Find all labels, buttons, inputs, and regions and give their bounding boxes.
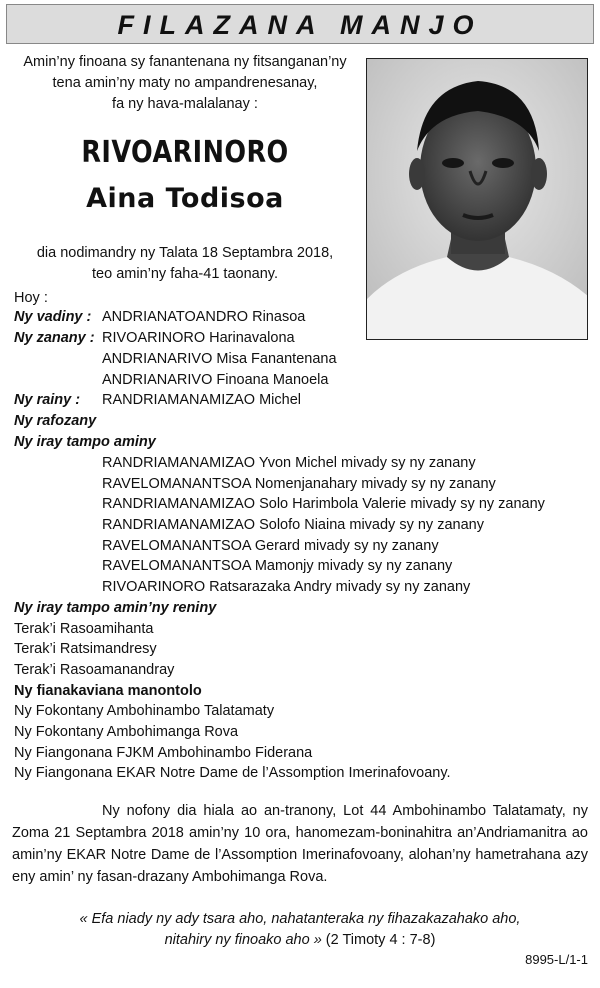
intro-line: fa ny hava-malalanay : — [112, 96, 258, 112]
reniny-item: Terak’i Rasoamihanta — [14, 621, 154, 637]
funeral-text: Ny nofony dia hiala ao an-tranony, Lot 44 Ambohinambo Talatamaty, ny Zoma 21 Septambra 2018 amin’ny 10 ora, hanomezam-boninahitra an’Andriamanitra ao amin’ny EKAR Notre Dame de l’Assomption Imerinafovoany, alohan’ny hametrahana azy eny amin’ ny fasan-drazany Ambohimanga Rova. — [12, 803, 588, 885]
zanany-item: ANDRIANARIVO Misa Fanantenana — [102, 351, 337, 367]
zanany-label: Ny zanany : — [14, 330, 95, 346]
other-item: Ny Fokontany Ambohimanga Rova — [14, 724, 239, 740]
intro-line: Amin’ny finoana sy fanantenana ny fitsanganan’ny — [23, 54, 347, 70]
bible-quote — [12, 909, 588, 951]
iray-tampo-item: RANDRIAMANAMIZAO Solo Harimbola Valerie mivady sy ny zanany — [102, 496, 545, 512]
zanany-item: ANDRIANARIVO Finoana Manoela — [102, 372, 329, 388]
fianakaviana-label: Ny fianakaviana manontolo — [14, 683, 202, 699]
notice-reference: 8995-L/1-1 — [525, 952, 588, 967]
portrait-image — [367, 59, 588, 340]
death-line: dia nodimandry ny Talata 18 Septambra 2018, — [36, 245, 334, 261]
vadiny-name: ANDRIANATOANDRO Rinasoa — [102, 309, 306, 325]
iray-tampo-item: RIVOARINORO Ratsarazaka Andry mivady sy ny zanany — [102, 579, 471, 595]
quote-reference: (2 Timoty 4 : 7-8) — [321, 932, 436, 948]
iray-tampo-item: RANDRIAMANAMIZAO Solofo Niaina mivady sy ny zanany — [102, 517, 484, 533]
deceased-given-name: Aina Todisoa — [86, 183, 284, 214]
zanany-item: RIVOARINORO Harinavalona — [102, 330, 295, 346]
intro-text — [10, 52, 360, 115]
rainy-label: Ny rainy : — [14, 392, 81, 408]
header-banner — [6, 4, 594, 44]
funeral-paragraph — [12, 800, 588, 888]
reniny-label: Ny iray tampo amin’ny reniny — [14, 600, 217, 616]
quote-line: « Efa niady ny ady tsara aho, nahatanteraka ny fihazakazahako aho, — [79, 911, 521, 927]
rainy-name: RANDRIAMANAMIZAO Michel — [102, 392, 301, 408]
death-notice — [10, 243, 360, 285]
death-line: teo amin’ny faha-41 taonany. — [92, 266, 278, 282]
other-item: Ny Fiangonana FJKM Ambohinambo Fiderana — [14, 745, 313, 761]
iray-tampo-item: RANDRIAMANAMIZAO Yvon Michel mivady sy ny zanany — [102, 455, 476, 471]
iray-tampo-item: RAVELOMANANTSOA Mamonjy mivady sy ny zanany — [102, 558, 453, 574]
iray-tampo-label: Ny iray tampo aminy — [14, 434, 156, 450]
hoy-label: Hoy : — [14, 290, 48, 306]
rafozany-label: Ny rafozany — [14, 413, 97, 429]
reniny-item: Terak’i Ratsimandresy — [14, 641, 157, 657]
deceased-photo — [366, 58, 588, 340]
vadiny-label: Ny vadiny : — [14, 309, 92, 325]
other-item: Ny Fokontany Ambohinambo Talatamaty — [14, 703, 275, 719]
iray-tampo-item: RAVELOMANANTSOA Nomenjanahary mivady sy ny zanany — [102, 476, 496, 492]
reniny-item: Terak’i Rasoamanandray — [14, 662, 175, 678]
header-title: FILAZANA MANJO — [117, 10, 483, 40]
iray-tampo-item: RAVELOMANANTSOA Gerard mivady sy ny zanany — [102, 538, 439, 554]
quote-line-2 — [12, 930, 588, 951]
quote-italic: nitahiry ny finoako aho » — [164, 932, 322, 948]
other-item: Ny Fiangonana EKAR Notre Dame de l’Assomption Imerinafovoany. — [14, 765, 451, 781]
deceased-surname: RIVOARINORO — [81, 135, 289, 170]
intro-line: tena amin’ny maty no ampandrenesanay, — [52, 75, 318, 91]
